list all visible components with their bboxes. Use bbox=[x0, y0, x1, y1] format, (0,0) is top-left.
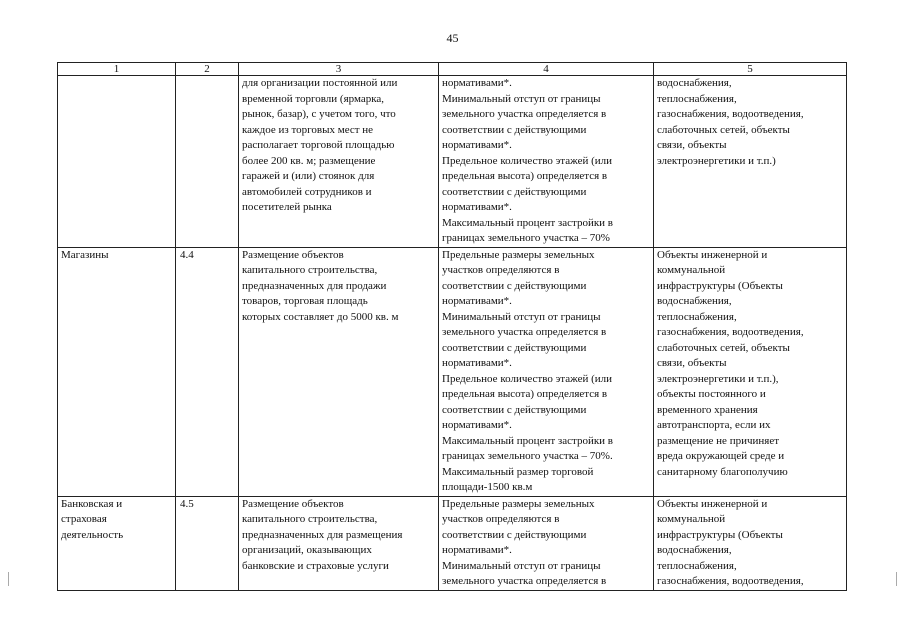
cell-text-line: земельного участка определяется в bbox=[442, 575, 607, 587]
cell-text-line: нормативами*. bbox=[442, 419, 512, 431]
cell-text-line: нормативами*. bbox=[442, 201, 512, 213]
cell-text-line: участков определяются в bbox=[442, 513, 560, 525]
scan-mark-left bbox=[8, 572, 9, 586]
cell-text-line: соответствии с действующими bbox=[442, 123, 587, 136]
cell-text-line: размещение не причиняет bbox=[657, 434, 780, 447]
cell-text-line: соответствии с действующими bbox=[442, 403, 587, 416]
cell-text-line: земельного участка определяется в bbox=[442, 108, 607, 120]
cell-text-line: автомобилей сотрудников и bbox=[242, 185, 372, 198]
cell-text-line: электроэнергетики и т.п.) bbox=[657, 154, 776, 167]
land-use-table bbox=[57, 62, 847, 591]
cell-text-line: страховая bbox=[61, 513, 107, 525]
cell-text-line: временного хранения bbox=[657, 403, 758, 416]
table-row-banking bbox=[58, 496, 847, 590]
table-cell-3 bbox=[239, 496, 439, 590]
cell-text-line: электроэнергетики и т.п.), bbox=[657, 372, 779, 385]
table-cell-5 bbox=[654, 247, 847, 496]
cell-text-line: коммунальной bbox=[657, 513, 726, 525]
header-cell-5: 5 bbox=[654, 63, 847, 76]
cell-text-line: рынок, базар), с учетом того, что bbox=[242, 108, 396, 120]
cell-text-line: нормативами*. bbox=[442, 357, 512, 369]
cell-text-line: участков определяются в bbox=[442, 264, 560, 276]
cell-text-line: слаботочных сетей, объекты bbox=[657, 341, 790, 354]
cell-text-line: Предельное количество этажей (или bbox=[442, 154, 613, 167]
page-number: 45 bbox=[446, 31, 459, 45]
cell-text-line: товаров, торговая площадь bbox=[242, 295, 368, 307]
cell-text-line: каждое из торговых мест не bbox=[242, 123, 374, 136]
cell-text-line: Объекты инженерной и bbox=[657, 497, 768, 510]
cell-text-line: нормативами*. bbox=[442, 295, 512, 307]
cell-text-line: теплоснабжения, bbox=[657, 310, 737, 323]
cell-text-line: теплоснабжения, bbox=[657, 559, 737, 572]
table-cell-1 bbox=[58, 247, 176, 496]
table-cell-3 bbox=[239, 247, 439, 496]
cell-text-line: коммунальной bbox=[657, 264, 726, 276]
cell-text-line: 4.4 bbox=[180, 248, 194, 261]
cell-text-line: Предельное количество этажей (или bbox=[442, 372, 613, 385]
cell-text-line: водоснабжения, bbox=[657, 77, 732, 89]
cell-text-line: предельная высота) определяется в bbox=[442, 170, 608, 182]
cell-text-line: вреда окружающей среде и bbox=[657, 450, 785, 462]
cell-text-line: границах земельного участка – 70% bbox=[442, 232, 610, 244]
cell-text-line: газоснабжения, водоотведения, bbox=[657, 575, 804, 587]
cell-text-line: соответствии с действующими bbox=[442, 341, 587, 354]
table-cell-2 bbox=[176, 247, 239, 496]
cell-text-line: нормативами*. bbox=[442, 544, 512, 556]
cell-text-line: объекты постоянного и bbox=[657, 388, 766, 400]
cell-text-line: предельная высота) определяется в bbox=[442, 388, 608, 400]
table-cell-1 bbox=[58, 496, 176, 590]
cell-text-line: предназначенных для продажи bbox=[242, 279, 387, 292]
cell-text-line: более 200 кв. м; размещение bbox=[242, 154, 376, 167]
cell-text-line: площади-1500 кв.м bbox=[442, 481, 533, 493]
cell-text-line: соответствии с действующими bbox=[442, 279, 587, 292]
scan-mark-right bbox=[896, 572, 897, 586]
table-cell-4 bbox=[439, 247, 654, 496]
header-cell-3: 3 bbox=[239, 63, 439, 76]
cell-text-line: Размещение объектов bbox=[242, 248, 344, 261]
cell-text-line: временной торговли (ярмарка, bbox=[242, 92, 385, 105]
cell-text-line: Магазины bbox=[61, 248, 109, 261]
cell-text-line: Размещение объектов bbox=[242, 497, 344, 510]
cell-text-line: располагает торговой площадью bbox=[242, 139, 395, 151]
cell-text-line: организаций, оказывающих bbox=[242, 544, 372, 556]
cell-text-line: Предельные размеры земельных bbox=[442, 248, 595, 261]
table-cell-2 bbox=[176, 496, 239, 590]
cell-text-line: капитального строительства, bbox=[242, 513, 378, 525]
cell-text-line: для организации постоянной или bbox=[242, 77, 398, 89]
cell-text-line: автотранспорта, если их bbox=[657, 419, 771, 431]
cell-text-line: Максимальный размер торговой bbox=[442, 465, 594, 478]
cell-text-line: соответствии с действующими bbox=[442, 185, 587, 198]
cell-text-line: связи, объекты bbox=[657, 357, 727, 369]
table-cell-5 bbox=[654, 496, 847, 590]
header-row bbox=[58, 63, 847, 76]
cell-text-line: деятельность bbox=[61, 528, 124, 541]
cell-text-line: газоснабжения, водоотведения, bbox=[657, 108, 804, 120]
cell-text-line: водоснабжения, bbox=[657, 295, 732, 307]
cell-text-line: границах земельного участка – 70%. bbox=[442, 450, 613, 462]
cell-text-line: связи, объекты bbox=[657, 139, 727, 151]
cell-text-line: Минимальный отступ от границы bbox=[442, 310, 601, 323]
cell-text-line: инфраструктуры (Объекты bbox=[657, 528, 783, 541]
cell-text-line: соответствии с действующими bbox=[442, 528, 587, 541]
cell-text-line: Предельные размеры земельных bbox=[442, 497, 595, 510]
cell-text-line: Банковская и bbox=[61, 497, 123, 510]
cell-text-line: 4.5 bbox=[180, 497, 194, 510]
cell-text-line: Минимальный отступ от границы bbox=[442, 559, 601, 572]
cell-text-line: инфраструктуры (Объекты bbox=[657, 279, 783, 292]
cell-text-line: Объекты инженерной и bbox=[657, 248, 768, 261]
cell-text-line: предназначенных для размещения bbox=[242, 528, 403, 541]
header-cell-4: 4 bbox=[439, 63, 654, 76]
cell-text-line: банковские и страховые услуги bbox=[242, 559, 389, 572]
cell-text-line: Минимальный отступ от границы bbox=[442, 92, 601, 105]
cell-text-line: Максимальный процент застройки в bbox=[442, 434, 613, 447]
table-cell-3 bbox=[239, 76, 439, 248]
cell-text-line: санитарному благополучию bbox=[657, 465, 788, 478]
table-cell-1 bbox=[58, 76, 176, 248]
table-row-shops bbox=[58, 247, 847, 496]
header-cell-2: 2 bbox=[176, 63, 239, 76]
table-cell-5 bbox=[654, 76, 847, 248]
cell-text-line: которых составляет до 5000 кв. м bbox=[242, 310, 399, 323]
cell-text-line: водоснабжения, bbox=[657, 544, 732, 556]
cell-text-line: посетителей рынка bbox=[242, 201, 332, 213]
cell-text-line: гаражей и (или) стоянок для bbox=[242, 170, 375, 182]
cell-text-line: нормативами*. bbox=[442, 139, 512, 151]
cell-text-line: Максимальный процент застройки в bbox=[442, 216, 613, 229]
table-cell-2 bbox=[176, 76, 239, 248]
cell-text-line: нормативами*. bbox=[442, 77, 512, 89]
cell-text-line: капитального строительства, bbox=[242, 264, 378, 276]
table-row-market-continued bbox=[58, 76, 847, 248]
cell-text-line: газоснабжения, водоотведения, bbox=[657, 326, 804, 338]
cell-text-line: теплоснабжения, bbox=[657, 92, 737, 105]
cell-text-line: земельного участка определяется в bbox=[442, 326, 607, 338]
cell-text-line: слаботочных сетей, объекты bbox=[657, 123, 790, 136]
header-cell-1: 1 bbox=[58, 63, 176, 76]
table-cell-4 bbox=[439, 496, 654, 590]
table-cell-4 bbox=[439, 76, 654, 248]
